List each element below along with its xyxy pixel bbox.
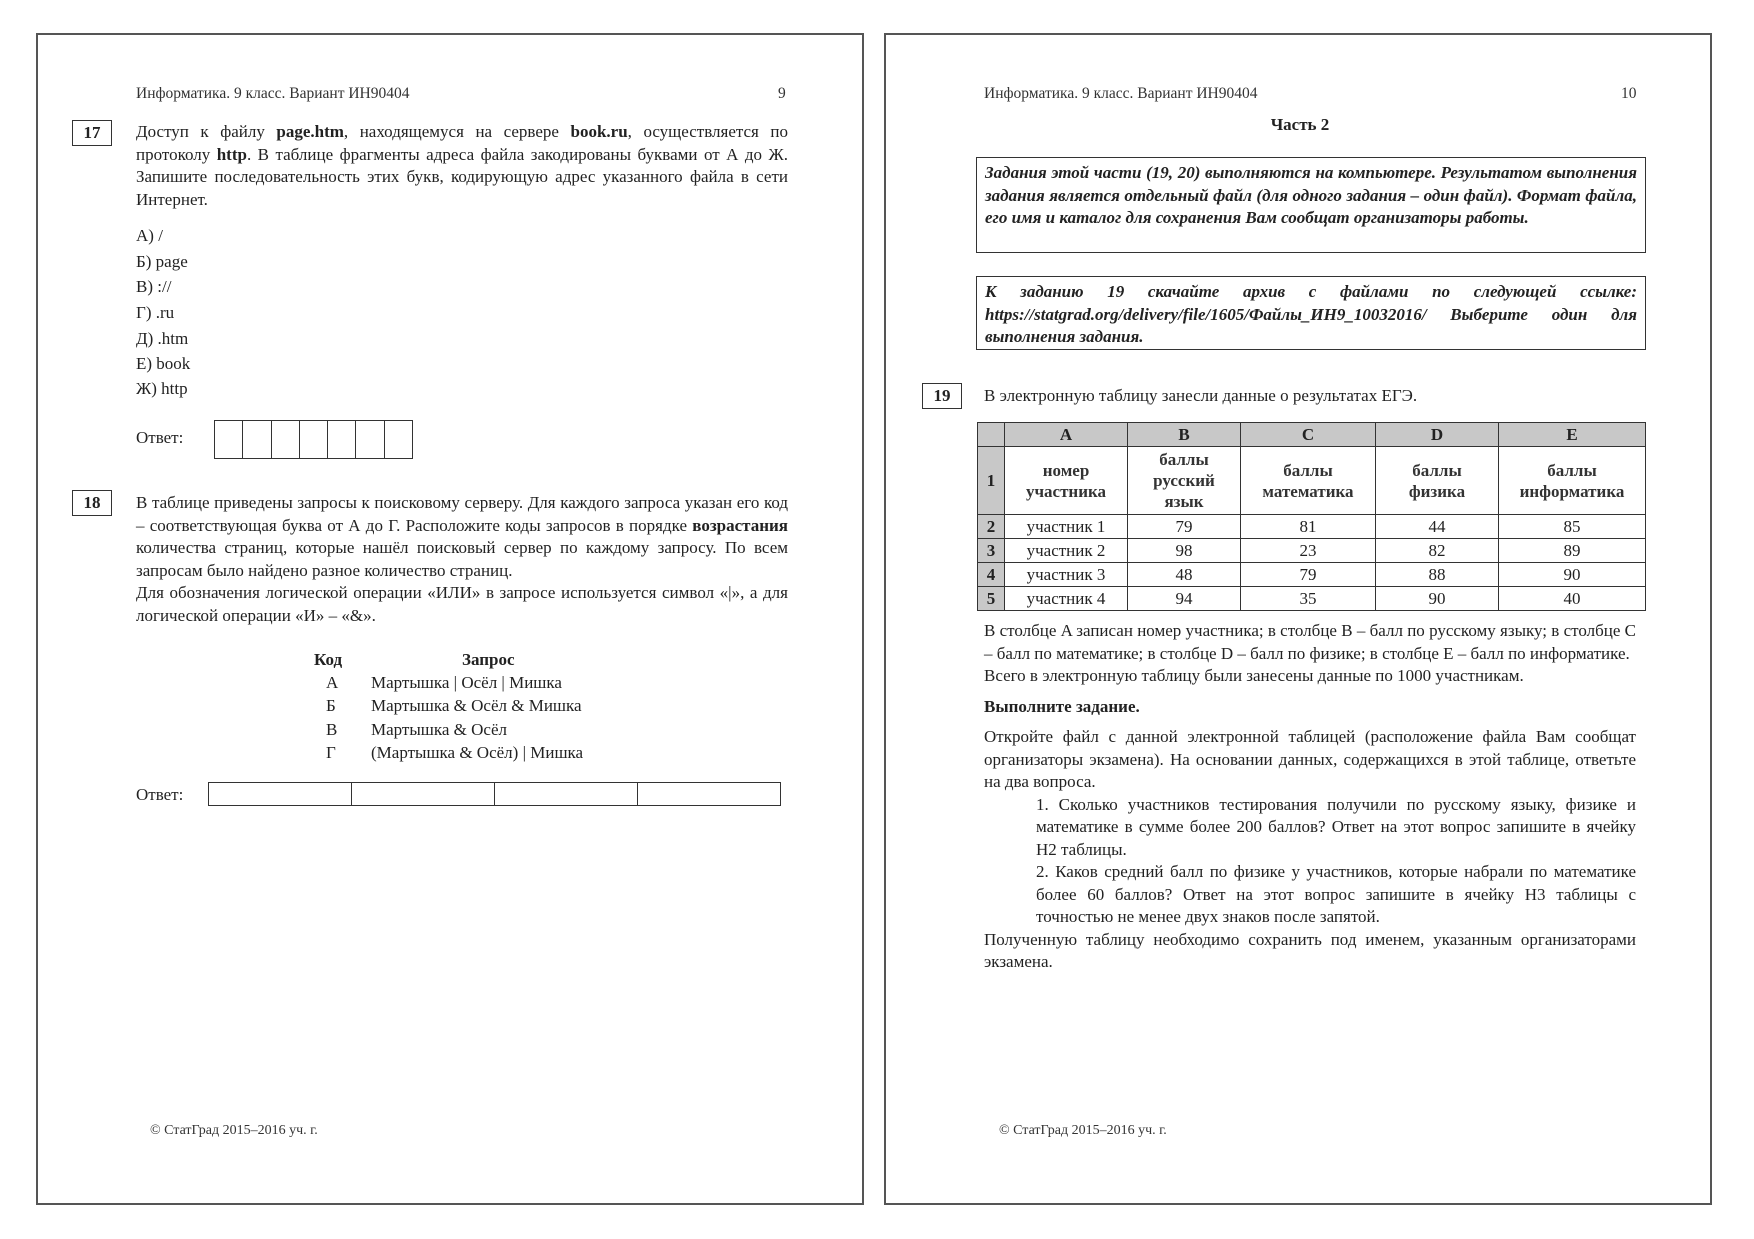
save-instructions: Полученную таблицу необходимо сохранить под именем, указанным организаторами экзамена. bbox=[984, 929, 1636, 971]
answer-cell[interactable] bbox=[215, 421, 243, 458]
row-header: 5 bbox=[978, 587, 1005, 611]
spreadsheet-table bbox=[977, 422, 1646, 611]
cell: 90 bbox=[1376, 587, 1499, 611]
option-g: Г) .ru bbox=[136, 303, 175, 322]
total-participants: Всего в электронную таблицу были занесены данные по 1000 участникам. bbox=[984, 666, 1524, 685]
column-header: D bbox=[1376, 423, 1499, 447]
row-header: 3 bbox=[978, 539, 1005, 563]
answer-cells-17[interactable] bbox=[214, 420, 413, 459]
question-19-intro: В электронную таблицу занесли данные о результатах ЕГЭ. bbox=[984, 386, 1418, 405]
option-d: Д) .htm bbox=[136, 329, 189, 348]
question-number-18: 18 bbox=[72, 490, 112, 516]
answer-cell[interactable] bbox=[209, 783, 352, 805]
footer: © СтатГрад 2015–2016 уч. г. bbox=[150, 1123, 318, 1138]
question-2: 2. Каков средний балл по физике у участников, которые набрали по математике более 60 баллов? Ответ на этот вопрос запишите в ячейку H3 таблицы с точностью не менее двух знаков после запятой. bbox=[1036, 862, 1636, 926]
query-text: (Мартышка & Осёл) | Мишка bbox=[371, 743, 584, 762]
question-18-text bbox=[136, 492, 788, 627]
text: количества страниц, которые нашёл поисковый сервер по каждому запросу. По всем запросам было найдено разное количество страниц. bbox=[136, 538, 788, 580]
cell: 40 bbox=[1499, 587, 1646, 611]
text: Доступ к файлу bbox=[136, 122, 277, 141]
page-header: Информатика. 9 класс. Вариант ИН90404 bbox=[984, 85, 1258, 102]
question-1: 1. Сколько участников тестирования получили по русскому языку, физике и математике в сумме более 200 баллов? Ответ на этот вопрос запишите в ячейку H2 таблицы. bbox=[1036, 794, 1636, 859]
page-number: 9 bbox=[778, 85, 786, 102]
col-header-query: Запрос bbox=[462, 650, 515, 669]
option-zh: Ж) http bbox=[136, 379, 188, 398]
cell: баллы информатика bbox=[1499, 447, 1646, 515]
cell: баллы математика bbox=[1241, 447, 1376, 515]
cell: 81 bbox=[1241, 515, 1376, 539]
answer-cell[interactable] bbox=[352, 783, 495, 805]
query-text: Мартышка & Осёл & Мишка bbox=[371, 696, 582, 715]
query-code: Б bbox=[326, 696, 336, 715]
option-b: Б) page bbox=[136, 252, 188, 271]
question-17-text bbox=[136, 121, 788, 211]
answer-cell[interactable] bbox=[638, 783, 780, 805]
answer-label: Ответ: bbox=[136, 785, 184, 804]
answer-cell[interactable] bbox=[272, 421, 300, 458]
text-bold: http bbox=[216, 144, 247, 164]
cell: 35 bbox=[1241, 587, 1376, 611]
column-header: E bbox=[1499, 423, 1646, 447]
text-bold: book.ru bbox=[570, 122, 628, 141]
col-header-code: Код bbox=[314, 650, 343, 669]
cell: 79 bbox=[1128, 515, 1241, 539]
cell: участник 3 bbox=[1005, 563, 1128, 587]
text-bold: page.htm bbox=[276, 122, 344, 141]
row-header: 4 bbox=[978, 563, 1005, 587]
answer-cell[interactable] bbox=[356, 421, 384, 458]
text: , осуществляется по протоколу bbox=[136, 122, 788, 164]
cell: 88 bbox=[1376, 563, 1499, 587]
cell: участник 4 bbox=[1005, 587, 1128, 611]
columns-description: В столбце A записан номер участника; в столбце B – балл по русскому языку; в столбце C – балл по математике; в столбце D – балл по физике; в столбце E – балл по информатике. bbox=[984, 621, 1636, 663]
answer-cell[interactable] bbox=[495, 783, 638, 805]
answer-cell[interactable] bbox=[300, 421, 328, 458]
text-bold: возрастания bbox=[692, 515, 788, 535]
answer-cell[interactable] bbox=[328, 421, 356, 458]
text: , находящемуся на сервере bbox=[343, 122, 571, 141]
text: . В таблице фрагменты адреса файла закодированы буквами от А до Ж. Запишите последовательность этих букв, кодирующую адрес указанного файла в сети Интернет. bbox=[136, 144, 789, 209]
download-box: К заданию 19 скачайте архив с файлами по следующей ссылке: https://statgrad.org/delivery/file/1605/Файлы_ИН9_10032016/ Выберите один для выполнения задания. bbox=[976, 276, 1646, 350]
footer: © СтатГрад 2015–2016 уч. г. bbox=[999, 1123, 1167, 1138]
cell: баллы физика bbox=[1376, 447, 1499, 515]
page-number: 10 bbox=[1621, 85, 1637, 102]
option-a: А) / bbox=[136, 226, 163, 245]
cell: 94 bbox=[1128, 587, 1241, 611]
column-header: C bbox=[1241, 423, 1376, 447]
column-header: A bbox=[1005, 423, 1128, 447]
task-text: Откройте файл с данной электронной таблицей (расположение файла Вам сообщат организаторы экзамена). На основании данных, содержащихся в этой таблице, ответьте на два вопроса. bbox=[984, 727, 1636, 791]
question-19-body bbox=[984, 620, 1636, 974]
cell: 44 bbox=[1376, 515, 1499, 539]
row-header: 1 bbox=[978, 447, 1005, 515]
page-header: Информатика. 9 класс. Вариант ИН90404 bbox=[136, 85, 410, 102]
cell: 90 bbox=[1499, 563, 1646, 587]
text: В таблице приведены запросы к поисковому серверу. Для каждого запроса указан его код – соответствующая буква от А до Г. Расположите коды запросов в порядке bbox=[136, 493, 788, 535]
cell: 98 bbox=[1128, 539, 1241, 563]
option-v: В) :// bbox=[136, 277, 172, 296]
page-9 bbox=[36, 33, 864, 1205]
row-header: 2 bbox=[978, 515, 1005, 539]
answer-cell[interactable] bbox=[385, 421, 412, 458]
question-number-17: 17 bbox=[72, 120, 112, 146]
answer-cells-18[interactable] bbox=[208, 782, 781, 806]
cell: 82 bbox=[1376, 539, 1499, 563]
query-text: Мартышка | Осёл | Мишка bbox=[371, 673, 562, 692]
cell: баллы русский язык bbox=[1128, 447, 1241, 515]
query-text: Мартышка & Осёл bbox=[371, 720, 507, 739]
cell: 85 bbox=[1499, 515, 1646, 539]
query-code: А bbox=[326, 673, 339, 692]
cell: 89 bbox=[1499, 539, 1646, 563]
query-code: Г bbox=[326, 743, 336, 762]
option-e: Е) book bbox=[136, 354, 191, 373]
cell: 23 bbox=[1241, 539, 1376, 563]
cell: 79 bbox=[1241, 563, 1376, 587]
answer-label: Ответ: bbox=[136, 428, 184, 447]
query-code: В bbox=[326, 720, 338, 739]
task-title: Выполните задание. bbox=[984, 696, 1140, 716]
instructions-box: Задания этой части (19, 20) выполняются на компьютере. Результатом выполнения задания является отдельный файл (для одного задания – один файл). Формат файла, его имя и каталог для сохранения Вам сообщат организаторы работы. bbox=[976, 157, 1646, 253]
text: Для обозначения логической операции «ИЛИ» в запросе используется символ «|», а для логической операции «И» – «&». bbox=[136, 583, 788, 625]
part-title: Часть 2 bbox=[1270, 115, 1330, 134]
question-number-19: 19 bbox=[922, 383, 962, 409]
cell: номер участника bbox=[1005, 447, 1128, 515]
cell: участник 1 bbox=[1005, 515, 1128, 539]
page-10 bbox=[884, 33, 1712, 1205]
answer-cell[interactable] bbox=[243, 421, 271, 458]
cell: 48 bbox=[1128, 563, 1241, 587]
corner-cell bbox=[978, 423, 1005, 447]
cell: участник 2 bbox=[1005, 539, 1128, 563]
column-header: B bbox=[1128, 423, 1241, 447]
